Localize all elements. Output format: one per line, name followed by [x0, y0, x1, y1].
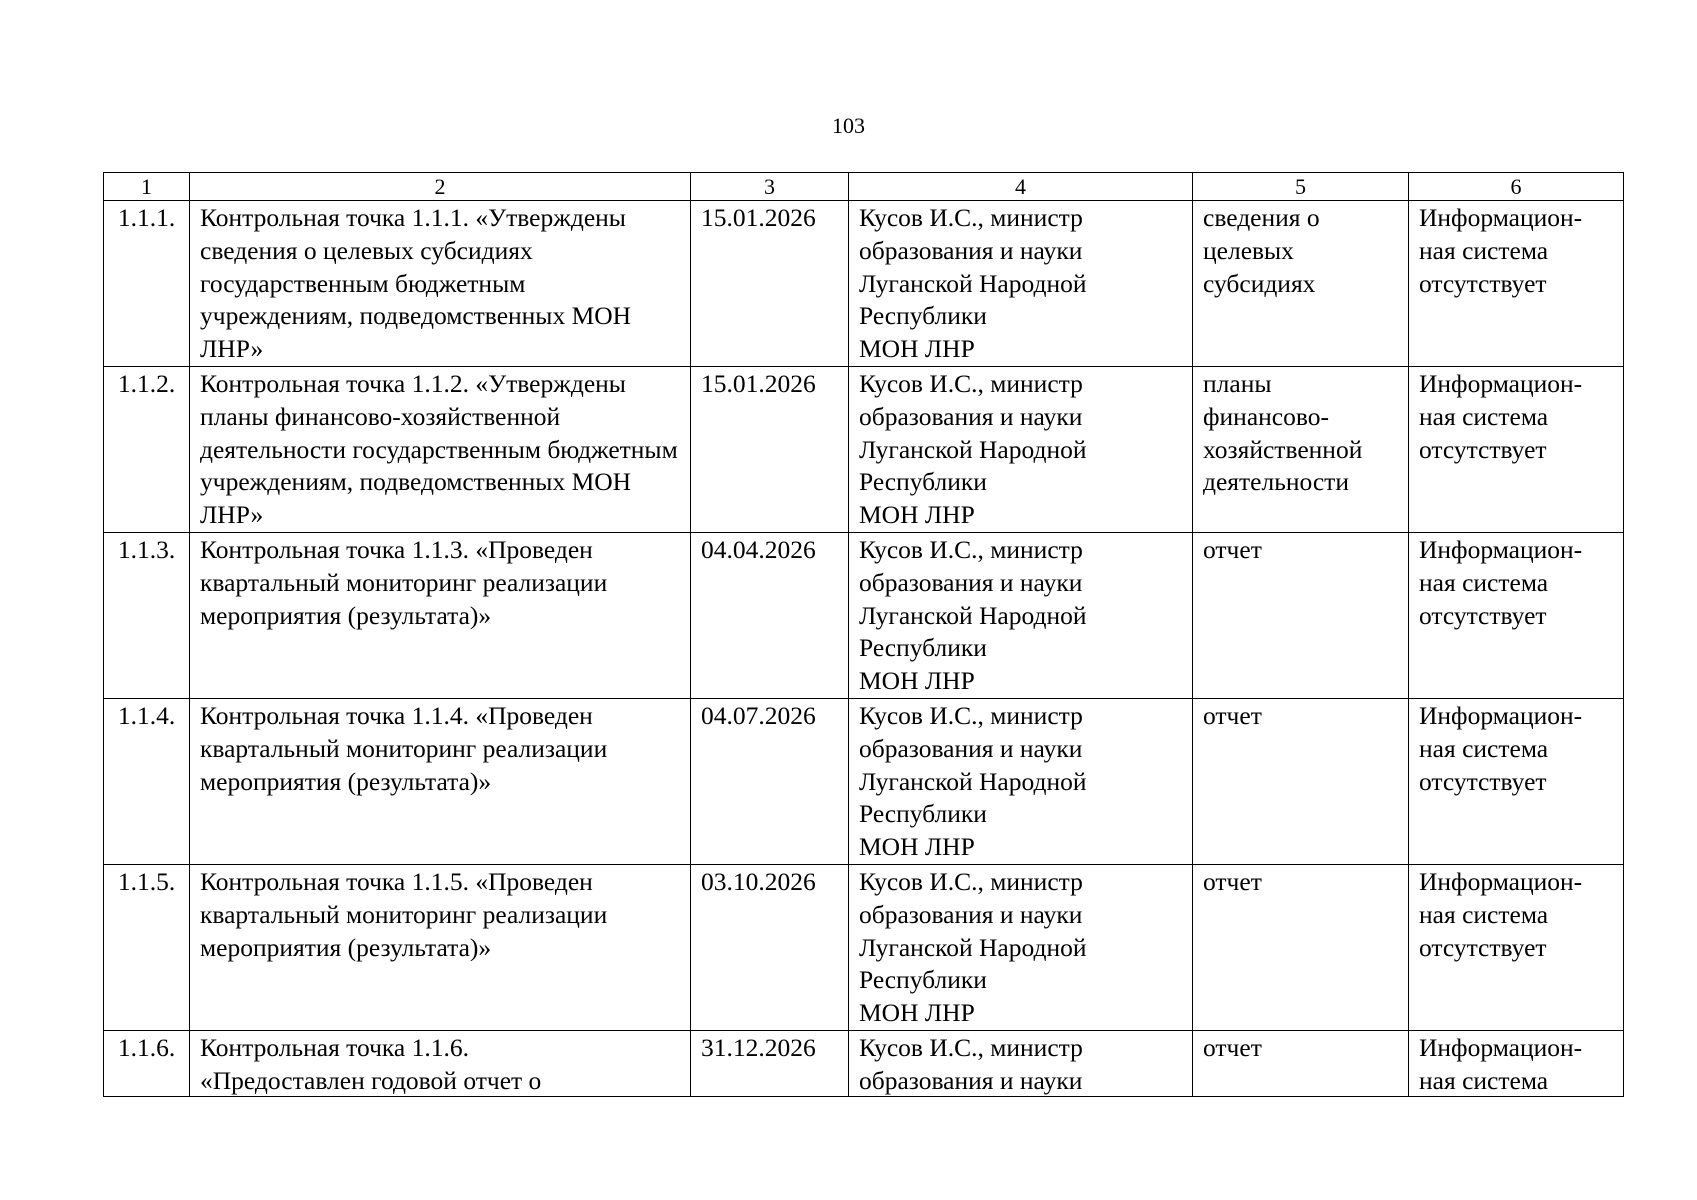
confirming-document: отчет	[1193, 532, 1409, 698]
row-number: 1.1.4.	[104, 698, 190, 864]
table-row	[104, 864, 1624, 1030]
responsible-person: Кусов И.С., министр образования и науки Луганской Народной Республики МОН ЛНР	[849, 366, 1193, 532]
responsible-person: Кусов И.С., министр образования и науки	[859, 1032, 1083, 1095]
confirming-document: отчет	[1193, 864, 1409, 1030]
row-number: 1.1.6.	[104, 1030, 190, 1096]
control-point-name: Контрольная точка 1.1.2. «Утверждены планы финансово-хозяйственной деятельности государственным бюджетным учреждениям, подведомственных МОН ЛНР»	[190, 366, 691, 532]
control-point-name: Контрольная точка 1.1.5. «Проведен квартальный мониторинг реализации мероприятия (результата)»	[190, 864, 691, 1030]
column-header: 1	[104, 173, 190, 201]
control-point-date: 04.07.2026	[691, 698, 849, 864]
column-header: 6	[1409, 173, 1624, 201]
control-point-date: 15.01.2026	[691, 366, 849, 532]
control-point-name: Контрольная точка 1.1.3. «Проведен квартальный мониторинг реализации мероприятия (результата)»	[190, 532, 691, 698]
information-system: Информацион- ная система отсутствует	[1409, 864, 1624, 1030]
control-point-date: 04.04.2026	[691, 532, 849, 698]
control-point-name: Контрольная точка 1.1.4. «Проведен квартальный мониторинг реализации мероприятия (результата)»	[190, 698, 691, 864]
column-header: 2	[190, 173, 691, 201]
page-number: 103	[832, 113, 865, 138]
table-row	[104, 366, 1624, 532]
information-system: Информацион- ная система отсутствует	[1409, 366, 1624, 532]
information-system: Информацион- ная система отсутствует	[1409, 698, 1624, 864]
responsible-person: Кусов И.С., министр образования и науки Луганской Народной Республики МОН ЛНР	[849, 532, 1193, 698]
responsible-person: Кусов И.С., министр образования и науки Луганской Народной Республики МОН ЛНР	[849, 698, 1193, 864]
confirming-document: отчет	[1193, 1030, 1409, 1096]
table-row	[104, 698, 1624, 864]
table-header-row	[104, 173, 1624, 201]
table-row	[104, 201, 1624, 367]
table-row	[104, 1030, 1624, 1096]
confirming-document: планы финансово-хозяйственной деятельности	[1193, 366, 1409, 532]
control-point-name-cell	[190, 1030, 691, 1096]
control-point-date: 31.12.2026	[691, 1030, 849, 1096]
confirming-document: сведения о целевых субсидиях	[1193, 201, 1409, 367]
row-number: 1.1.2.	[104, 366, 190, 532]
responsible-person: Кусов И.С., министр образования и науки Луганской Народной Республики МОН ЛНР	[849, 864, 1193, 1030]
control-point-name: Контрольная точка 1.1.1. «Утверждены сведения о целевых субсидиях государственным бюджетным учреждениям, подведомственных МОН ЛНР»	[190, 201, 691, 367]
row-number: 1.1.3.	[104, 532, 190, 698]
row-number: 1.1.5.	[104, 864, 190, 1030]
confirming-document: отчет	[1193, 698, 1409, 864]
table-row	[104, 532, 1624, 698]
control-points-table	[103, 172, 1624, 1097]
information-system: Информацион- ная система отсутствует	[1409, 201, 1624, 367]
responsible-person-cell	[849, 1030, 1193, 1096]
column-header: 5	[1193, 173, 1409, 201]
column-header: 4	[849, 173, 1193, 201]
column-header: 3	[691, 173, 849, 201]
control-point-date: 03.10.2026	[691, 864, 849, 1030]
information-system: Информацион- ная система	[1419, 1032, 1583, 1095]
responsible-person: Кусов И.С., министр образования и науки Луганской Народной Республики МОН ЛНР	[849, 201, 1193, 367]
row-number: 1.1.1.	[104, 201, 190, 367]
information-system: Информацион- ная система отсутствует	[1409, 532, 1624, 698]
information-system-cell	[1409, 1030, 1624, 1096]
control-point-name: Контрольная точка 1.1.6. «Предоставлен годовой отчет о	[200, 1032, 542, 1095]
control-point-date: 15.01.2026	[691, 201, 849, 367]
